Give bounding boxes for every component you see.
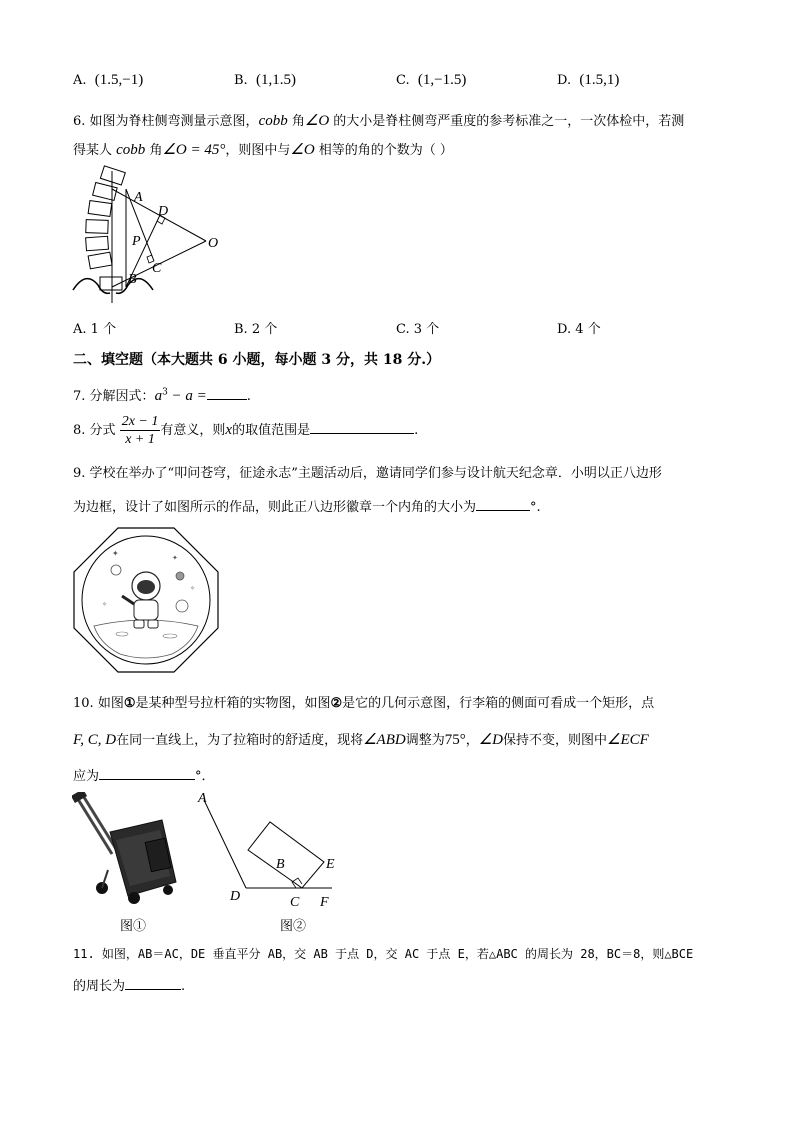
q11-line2: 的周长为 . — [73, 979, 186, 994]
q10-line3: 应为 °． — [73, 769, 215, 784]
label-d: D — [230, 889, 241, 904]
q6-option-a: A. 1 个 — [73, 322, 117, 337]
q10-line1: 10. 如图①是某种型号拉杆箱的实物图，如图②是它的几何示意图，行李箱的侧面可看成一个矩形，点 — [73, 696, 655, 711]
vertebra — [88, 201, 112, 217]
fig2-caption: 图② — [280, 919, 307, 934]
suitcase-photo — [72, 792, 182, 908]
svg-text:✦: ✦ — [172, 554, 178, 562]
vertebra — [100, 166, 125, 185]
label-p: P — [132, 234, 141, 249]
q10-line2: F, C, D在同一直线上，为了拉箱时的舒适度，现将∠ABD调整为75°，∠D保持不变，则图中∠ECF — [73, 732, 649, 748]
label-a: A — [134, 190, 143, 205]
q8-fraction: $\frac{2x - 1}{x + 1}$ — [121, 414, 159, 447]
octagon-badge-image — [72, 526, 220, 674]
q5-option-b: B. (1,1.5) — [234, 72, 296, 88]
svg-text:✧: ✧ — [190, 586, 196, 592]
q6-option-b: B. 2 个 — [234, 322, 278, 337]
svg-text:✦: ✦ — [112, 549, 119, 558]
vertebra — [86, 236, 109, 251]
q8: 8. 分式 $\frac{2x - 1}{x + 1}$ 有意义，则x的取值范围是 . — [73, 414, 419, 447]
q6-option-d: D. 4 个 — [557, 322, 601, 337]
label-c: C — [290, 895, 300, 910]
label-c: C — [152, 261, 162, 276]
q7-answer-blank — [207, 387, 247, 400]
q10-geometry-figure — [190, 788, 340, 912]
fig1-caption: 图① — [120, 919, 147, 934]
label-f: F — [320, 895, 329, 910]
label-a: A — [198, 791, 207, 806]
label-d: D — [158, 204, 169, 219]
q10-answer-blank — [99, 767, 195, 780]
label-o: O — [208, 236, 219, 251]
q5-option-c: C. (1,−1.5) — [396, 72, 467, 88]
q9-answer-blank — [476, 498, 530, 511]
q6-option-c: C. 3 个 — [396, 322, 440, 337]
q8-answer-blank — [310, 421, 414, 434]
q6-spine-figure — [68, 165, 228, 307]
label-b: B — [128, 272, 137, 287]
vertebra — [93, 183, 117, 201]
q9-line2: 为边框，设计了如图所示的作品，则此正八边形徽章一个内角的大小为 °. — [73, 500, 541, 515]
q7: 7. 分解因式：$a^3 - a$ = . — [73, 387, 251, 404]
svg-text:✧: ✧ — [102, 602, 108, 608]
q5-option-d: D. (1.5,1) — [557, 72, 620, 88]
q11-answer-blank — [125, 977, 181, 990]
section-heading: 二、填空题（本大题共 6 小题，每小题 3 分，共 18 分.） — [73, 352, 441, 368]
q6-line1: 6. 如图为脊柱侧弯测量示意图，cobb 角∠O 的大小是脊柱侧弯严重度的参考标准之一，一次体检中，若测 — [73, 113, 685, 129]
vertebra — [86, 220, 108, 234]
q6-line2: 得某人 cobb 角∠O = 45°，则图中与∠O 相等的角的个数为（ ） — [73, 142, 453, 158]
q5-option-a: A. (1.5,−1) — [73, 72, 144, 88]
q9-line1: 9. 学校在举办了“叩问苍穹，征途永志”主题活动后，邀请同学们参与设计航天纪念章．小明以正八边形 — [73, 466, 662, 481]
q11-line1: 11. 如图，AB＝AC，DE 垂直平分 AB，交 AB 于点 D，交 AC 于点 E，若△ABC 的周长为 28，BC＝8，则△BCE — [73, 947, 694, 961]
label-e: E — [326, 857, 335, 872]
vertebra — [88, 252, 112, 269]
label-b: B — [276, 857, 285, 872]
